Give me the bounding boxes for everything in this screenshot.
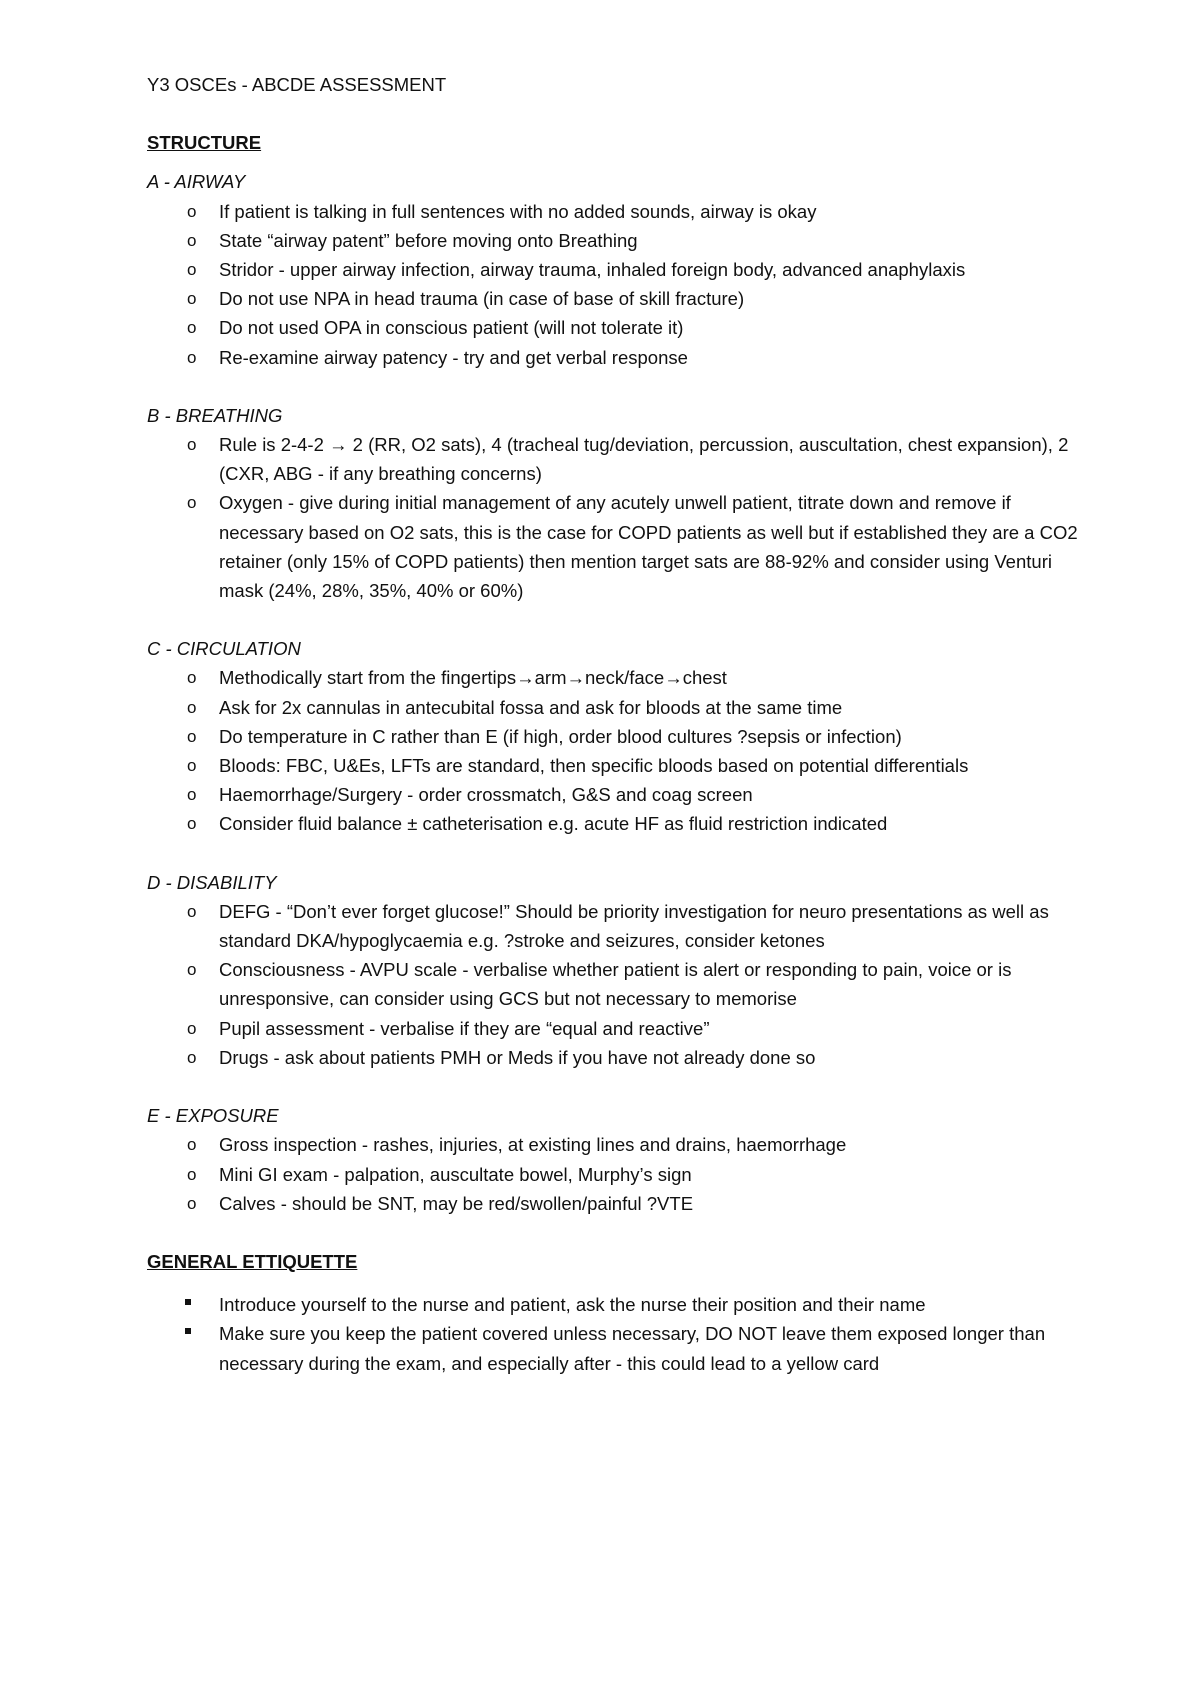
bullet-marker: o (187, 289, 197, 309)
section-heading: E - EXPOSURE (147, 1105, 279, 1127)
bullet-marker: o (187, 230, 197, 250)
bullet-marker: o (187, 1135, 197, 1155)
list-item (147, 1130, 1097, 1159)
list-item-text: Oxygen - give during initial management of any acutely unwell patient, titrate down and remove if necessary based on O2 sats, this is the case for COPD patients as well but if established they are a CO2 retainer (only 15% of COPD patients) then mention target sats are 88-92% and consider using Venturi mask (24%, 28%, 35%, 40% or 60%) (219, 492, 1078, 602)
list-item-text: State “airway patent” before moving onto Breathing (219, 229, 638, 251)
section-heading: B - BREATHING (147, 404, 283, 426)
list-item (147, 897, 1097, 955)
square-bullet-icon (185, 1328, 191, 1334)
bullet-marker: o (187, 201, 197, 221)
list-item-text: Consider fluid balance ± catheterisation e.g. acute HF as fluid restriction indicated (219, 813, 888, 835)
bullet-marker: o (187, 960, 197, 980)
list-item-text: Stridor - upper airway infection, airway trauma, inhaled foreign body, advanced anaphylaxis (219, 259, 966, 281)
section-circulation (147, 634, 1097, 838)
list-item (147, 284, 1097, 313)
list-item (147, 955, 1097, 1013)
list-item-text: Make sure you keep the patient covered unless necessary, DO NOT leave them exposed longer than necessary during the exam, and especially after - this could lead to a yellow card (219, 1323, 1046, 1374)
bullet-marker: o (187, 785, 197, 805)
list-item (147, 226, 1097, 255)
bullet-list (147, 663, 1097, 838)
bullet-list (147, 897, 1097, 1072)
list-item (147, 1043, 1097, 1072)
section-exposure (147, 1101, 1097, 1218)
list-item-text: Rule is 2-4-2 → 2 (RR, O2 sats), 4 (tracheal tug/deviation, percussion, auscultation, chest expansion), 2 (CXR, ABG - if any breathing concerns) (219, 434, 1069, 485)
bullet-marker: o (187, 814, 197, 834)
bullet-marker: o (187, 260, 197, 280)
etiquette-list (147, 1290, 1097, 1378)
bullet-marker: o (187, 726, 197, 746)
list-item-text: If patient is talking in full sentences with no added sounds, airway is okay (219, 200, 817, 222)
bullet-list (147, 197, 1097, 372)
list-item-text: Re-examine airway patency - try and get verbal response (219, 346, 688, 368)
list-item (147, 1319, 1097, 1377)
bullet-marker: o (187, 1193, 197, 1213)
list-item (147, 780, 1097, 809)
bullet-marker: o (187, 756, 197, 776)
list-item-text: Do temperature in C rather than E (if high, order blood cultures ?sepsis or infection) (219, 725, 902, 747)
square-bullet-icon (185, 1299, 191, 1305)
list-item-text: Bloods: FBC, U&Es, LFTs are standard, then specific bloods based on potential differentials (219, 755, 969, 777)
section-heading: D - DISABILITY (147, 871, 277, 893)
list-item-text: Do not use NPA in head trauma (in case of base of skill fracture) (219, 288, 745, 310)
structure-heading: STRUCTURE (147, 132, 262, 154)
list-item-text: Mini GI exam - palpation, auscultate bowel, Murphy’s sign (219, 1163, 692, 1185)
list-item (147, 1014, 1097, 1043)
bullet-marker: o (187, 347, 197, 367)
list-item-text: Gross inspection - rashes, injuries, at existing lines and drains, haemorrhage (219, 1134, 847, 1156)
list-item-text: DEFG - “Don’t ever forget glucose!” Should be priority investigation for neuro presentations as well as standard DKA/hypoglycaemia e.g. ?stroke and seizures, consider ketones (219, 900, 1049, 952)
list-item-text: Do not used OPA in conscious patient (will not tolerate it) (219, 317, 684, 339)
bullet-marker: o (187, 318, 197, 338)
list-item-text: Pupil assessment - verbalise if they are “equal and reactive” (219, 1017, 710, 1039)
section-heading: A - AIRWAY (147, 171, 246, 193)
bullet-marker: o (187, 697, 197, 717)
bullet-marker: o (187, 1164, 197, 1184)
section-heading: C - CIRCULATION (147, 638, 301, 660)
list-item (147, 255, 1097, 284)
list-item (147, 197, 1097, 226)
list-item (147, 313, 1097, 342)
list-item-text: Calves - should be SNT, may be red/swollen/painful ?VTE (219, 1192, 694, 1214)
bullet-list (147, 430, 1097, 605)
bullet-marker: o (187, 493, 197, 513)
document-title: Y3 OSCEs - ABCDE ASSESSMENT (147, 74, 447, 95)
list-item-text: Haemorrhage/Surgery - order crossmatch, G&S and coag screen (219, 784, 753, 806)
list-item-text: Introduce yourself to the nurse and patient, ask the nurse their position and their name (219, 1294, 926, 1316)
bullet-marker: o (187, 901, 197, 921)
section-airway (147, 167, 1097, 371)
list-item (147, 809, 1097, 838)
list-item-text: Drugs - ask about patients PMH or Meds if you have not already done so (219, 1046, 816, 1068)
list-item (147, 663, 1097, 692)
list-item-text: Consciousness - AVPU scale - verbalise whether patient is alert or responding to pain, voice or is unresponsive, can consider using GCS but not necessary to memorise (219, 959, 1012, 1010)
list-item-text: Methodically start from the fingertips→arm→neck/face→chest (219, 667, 727, 689)
bullet-marker: o (187, 435, 197, 455)
list-item (147, 693, 1097, 722)
list-item (147, 1189, 1097, 1218)
list-item (147, 722, 1097, 751)
list-item (147, 430, 1097, 488)
list-item-text: Ask for 2x cannulas in antecubital fossa and ask for bloods at the same time (219, 696, 843, 718)
etiquette-heading: GENERAL ETTIQUETTE (147, 1250, 358, 1272)
bullet-marker: o (187, 1018, 197, 1038)
list-item (147, 1290, 1097, 1319)
list-item (147, 1160, 1097, 1189)
list-item (147, 488, 1097, 605)
document-page (147, 70, 1097, 1378)
list-item (147, 751, 1097, 780)
bullet-marker: o (187, 1047, 197, 1067)
section-breathing (147, 401, 1097, 605)
section-disability (147, 868, 1097, 1072)
list-item (147, 343, 1097, 372)
bullet-list (147, 1130, 1097, 1218)
bullet-marker: o (187, 668, 197, 688)
